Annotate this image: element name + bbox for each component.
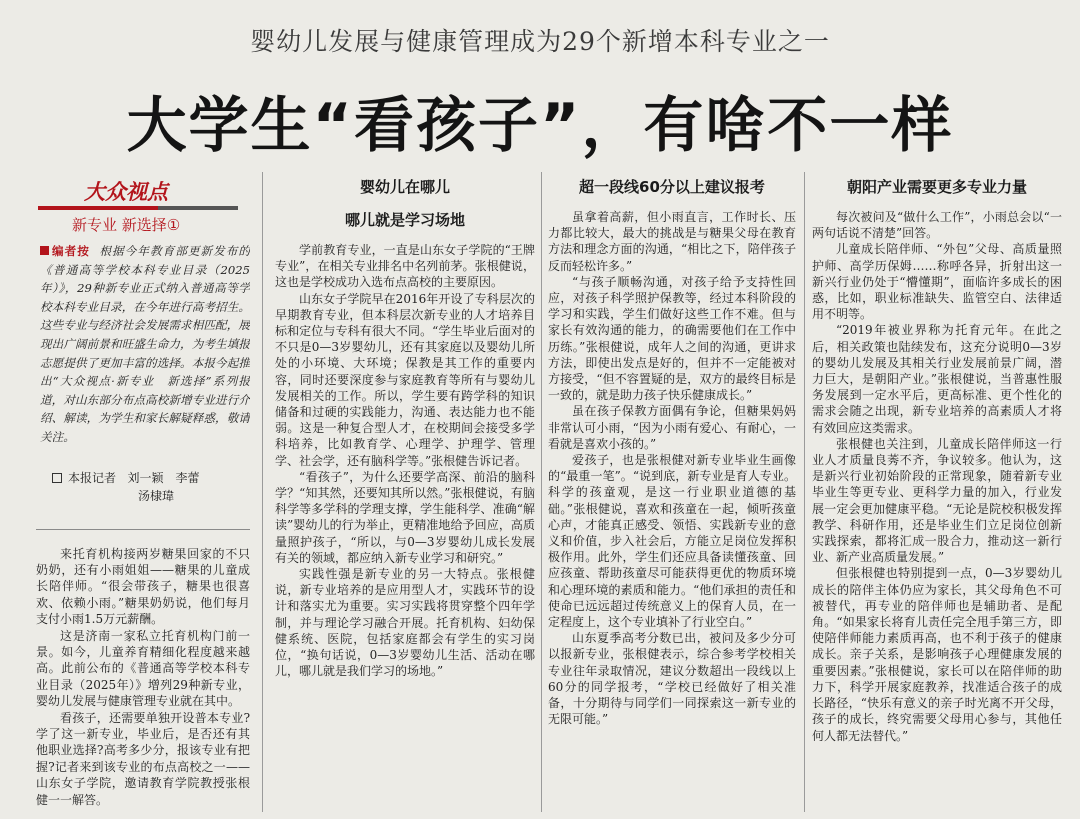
section-heading: 朝阳产业需要更多专业力量 [846,178,1027,196]
logo-underline [38,206,238,210]
byline-names-1: 刘一颖 李蕾 [127,470,200,485]
column-divider-2 [541,172,542,812]
byline-prefix: 本报记者 [68,470,117,485]
byline-box-icon [52,473,62,483]
paragraph: “与孩子顺畅沟通，对孩子给予支持性回应，对孩子科学照护保教等，经过本科阶段的学习和实践，学生们做好这些工作不难。但与家长有效沟通的能力，的确需要他们在工作中历练。”张根健说，成年人之间的沟通，更讲求方法，即使出发点是好的，但并不一定能被对方接受，“但不容置疑的是，双方的最终目标是一致的，就是助力孩子快乐健康成长。” [548,274,796,403]
main-headline: 大学生“看孩子”，有啥不一样 [126,91,954,161]
paragraph: 每次被问及“做什么工作”，小雨总会以“一两句话说不清楚”回答。 [812,210,1062,241]
byline-names-2: 汤棣瑋 [138,488,175,503]
editor-note-text: 根据今年教育部更新发布的《普通高等学校本科专业目录（2025年）》，29种新专业正式纳入普通高等学校本科专业目录，在今年进行高考招生。这些专业与经济社会发展需求相匹配，展现出广阔前景和旺盛生命力，为考生填报志愿提供了更加丰富的选择。本报今起推出“大众视点·新专业 新选择”系列报道，对山东部分布点高校新增专业进行介绍、解读，为学生和家长解疑释惑，敬请关注。 [40,244,250,444]
section-heading: 超一段线60分以上建议报考 [579,178,765,196]
paragraph: “2019年被业界称为托育元年。在此之后，相关政策也陆续发布，这充分说明0—3岁的婴幼儿发展及其相关行业发展前景广阔，潜力巨大，是朝阳产业。”张根健说，当普惠性服务发展到一定水平后，更高标准、更个性化的需求会随之出现，新专业培养的高素质人才将有效回应这类需求。 [812,323,1062,435]
paragraph: 儿童成长陪伴师、“外包”父母、高质量照护师、高学历保姆……称呼各异，折射出这一新兴行业仍处于“懵懂期”，面临许多成长的困惑，比如，职业标准缺失、监管空白、法律适用不明等。 [812,242,1062,322]
section-heading: 婴幼儿在哪儿 [359,178,450,196]
paragraph: 看孩子，还需要单独开设普本专业?学了这一新专业，毕业后，是否还有其他职业选择?高考多少分，报该专业有把握?记者来到该专业的布点高校之一——山东女子学院，邀请教育学院教授张根健一一解答。 [36,710,250,807]
column-divider-1 [262,172,263,812]
column-1 [36,172,250,812]
paragraph: 这是济南一家私立托育机构门前一景。如今，儿童养育精细化程度越来越高。此前公布的《普通高等学校本科专业目录（2025年）》增列29种新专业，婴幼儿发展与健康管理专业就在其中。 [36,628,250,709]
paragraph: 学前教育专业，一直是山东女子学院的“王牌专业”，在相关专业排名中名列前茅。张根健说，这也是学校成功入选布点高校的主要原因。 [275,243,535,290]
byline [52,469,250,505]
paragraph: 虽拿着高薪，但小雨直言，工作时长、压力都比较大，最大的挑战是与糖果父母在教育方法和理念方面的沟通，“相比之下，陪伴孩子反而轻松许多。” [548,210,796,273]
column-logo [36,172,250,242]
paragraph: 来托育机构接两岁糖果回家的不只奶奶，还有小雨姐姐——糖果的儿童成长陪伴师。“很会带孩子，糖果也很喜欢、依赖小雨。”糖果奶奶说，他们每月支付小雨1.5万元薪酬。 [36,546,250,627]
column-divider-3 [804,172,805,812]
note-square-icon [40,246,49,255]
paragraph: 爱孩子，也是张根健对新专业毕业生画像的“最重一笔”。“说到底，新专业是育人专业。科学的孩童观，是这一行业职业道德的基础。”张根健说，喜欢和孩童在一起，倾听孩童心声，才能真正感受、领悟、实践新专业的意义和价值，步入社会后，方能立足岗位发挥积极作用。此外，学生们还应具备读懂孩童、回应孩童、帮助孩童尽可能获得更优的物质环境和心理环境的素质和能力。“他们承担的责任和使命已远远超过传统意义上的保育人员，在一定程度上，这个专业填补了行业空白。” [548,453,796,630]
paragraph: 张根健也关注到，儿童成长陪伴师这一行业人才质量良莠不齐，争议较多。他认为，这是新兴行业初始阶段的正常现象，随着新专业毕业生等更专业、更科学力量的加入，行业发展一定会更加健康平稳。“无论是院校积极发挥教学、科研作用，还是毕业生们立足岗位创新实践探索，都将汇成一股合力，推动这一新行业、新产业高质量发展。” [812,436,1062,565]
column-2 [275,172,535,812]
editor-note [40,242,250,447]
paragraph: 但张根健也特别提到一点，0—3岁婴幼儿成长的陪伴主体仍应为家长，其父母角色不可被替代，再专业的陪伴师也是辅助者、是配角。“如果家长将育儿责任完全甩手第三方，即使陪伴师能力素质再高，也不利于孩子的健康成长。亲子关系，是影响孩子心理健康发展的重要因素。”张根健说，家长可以在陪伴师的助力下，科学开展家庭教养，找准适合孩子的成长路径，“快乐有意义的亲子时光离不开父母，孩子的成长，终究需要父母用心参与，其他任何人都无法替代。” [812,566,1062,743]
series-tag: 新专业 新选择① [72,216,181,234]
paragraph: 山东女子学院早在2016年开设了专科层次的早期教育专业，但本科层次新专业的人才培养目标和定位与专科有很大不同。“学生毕业后面对的不只是0—3岁婴幼儿，还有其家庭以及婴幼儿所处的小环境、大环境；保教是其工作的重要内容，同时还要深度参与家庭教育等所有与婴幼儿发展相关的工作。所以，学生要有跨学科的知识储备和过硬的实践能力，沟通、表达能力也不能弱。这是一种复合型人才，在校期间会接受多学科培养，比如教育学、心理学、护理学、管理学、社会学，还有脑科学等。”张根健告诉记者。 [275,291,535,468]
paragraph: 虽在孩子保教方面偶有争论，但糖果妈妈非常认可小雨，“因为小雨有爱心、有耐心，一看就是喜欢小孩的。” [548,404,796,451]
note-divider [36,529,250,530]
section-heading-line2: 哪儿就是学习场地 [344,211,465,229]
column-3 [548,172,796,812]
paragraph: 山东夏季高考分数已出，被问及多少分可以报新专业，张根健表示，综合参考学校相关专业往年录取情况，建议分数超出一段线以上60分的同学报考，“学校已经做好了相关准备，十分期待与同学们一同探索这一新专业的无限可能。” [548,631,796,727]
paragraph: 实践性强是新专业的另一大特点。张根健说，新专业培养的是应用型人才，实践环节的设计和落实尤为重要。实习实践将贯穿整个四年学制，并与理论学习融合开展。托育机构、妇幼保健系统、医院，包括家庭都会有学生的实习岗位，“换句话说，0—3岁婴幼儿生活、活动在哪儿，哪儿就是我们学习的场地。” [275,567,535,679]
editor-note-label: 编者按 [51,244,90,258]
column-brand: 大众视点 [84,180,168,204]
paragraph: “看孩子”，为什么还要学高深、前沿的脑科学？“知其然，还要知其所以然。”张根健说，有脑科学等多学科的学理支撑，学生能科学、准确“解读”婴幼儿的行为举止，更精准地给予回应，高质量照护孩子，“所以，与0—3岁婴幼儿成长发展有关的领域，都应纳入新专业学习和研究。” [275,469,535,565]
kicker-headline: 婴幼儿发展与健康管理成为29个新增本科专业之一 [250,27,830,56]
column-4 [812,172,1062,812]
